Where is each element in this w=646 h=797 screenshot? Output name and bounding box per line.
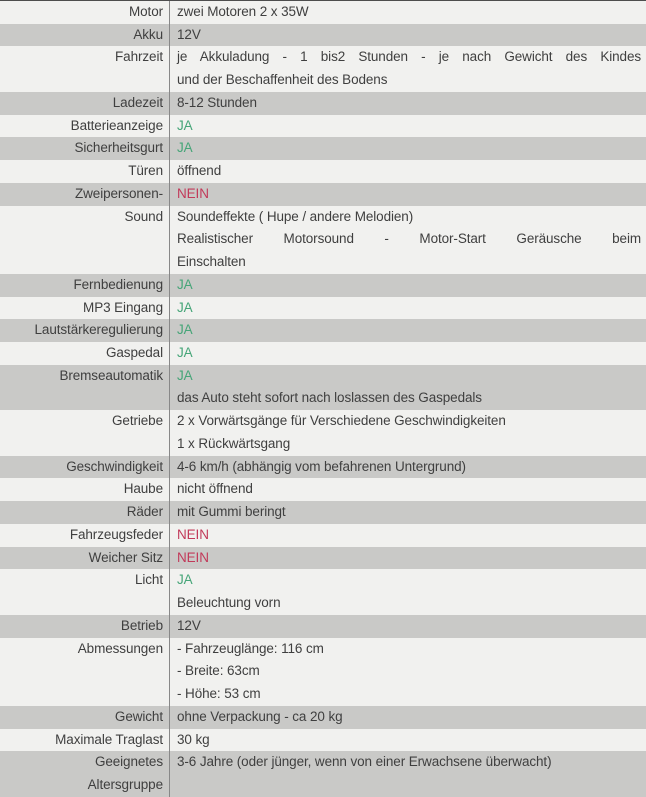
row-label (0, 183, 170, 206)
row-value (170, 569, 646, 614)
value-line: Beleuchtung vorn (177, 595, 281, 611)
value-line: - Fahrzeuglänge: 116 cm (177, 640, 324, 656)
label-line: Weicher Sitz (88, 549, 163, 565)
row-value (170, 183, 646, 206)
label-line: Sound (124, 208, 163, 224)
row-label (0, 569, 170, 614)
value-line: mit Gummi beringt (177, 504, 286, 520)
row-label (0, 24, 170, 47)
table-row (0, 46, 646, 91)
value-line: 2 x Vorwärtsgänge für Verschiedene Geschwindigkeiten (177, 413, 506, 429)
label-line: Licht (134, 572, 163, 588)
value-line: 4-6 km/h (abhängig vom befahrenen Untergrund) (177, 458, 466, 474)
row-value (170, 365, 646, 410)
table-row (0, 615, 646, 638)
row-value (170, 1, 646, 24)
label-line: Getriebe (112, 413, 163, 429)
table-row (0, 729, 646, 752)
row-value (170, 547, 646, 570)
table-row (0, 115, 646, 138)
value-line: je Akkuladung - 1 bis2 Stunden - je nach Gewicht des Kindes (177, 49, 641, 65)
row-label (0, 615, 170, 638)
value-line: 1 x Rückwärtsgang (177, 435, 291, 451)
row-value (170, 206, 646, 274)
row-label (0, 729, 170, 752)
value-line: JA (177, 345, 193, 361)
value-line: Realistischer Motorsound - Motor-Start Geräusche beim (177, 231, 641, 247)
label-line: Bremseautomatik (59, 367, 163, 383)
table-row (0, 342, 646, 365)
row-value (170, 297, 646, 320)
label-line: MP3 Eingang (83, 299, 163, 315)
label-line: Lautstärkeregulierung (34, 322, 163, 338)
table-row (0, 274, 646, 297)
value-line: JA (177, 367, 193, 383)
table-row (0, 569, 646, 614)
value-line: - Breite: 63cm (177, 663, 260, 679)
label-line: Altersgruppe (87, 776, 163, 792)
label-line: Gaspedal (106, 345, 163, 361)
value-line: JA (177, 322, 193, 338)
table-row (0, 706, 646, 729)
row-label (0, 478, 170, 501)
table-row (0, 1, 646, 24)
table-row (0, 92, 646, 115)
table-row (0, 137, 646, 160)
label-line: Geschwindigkeit (66, 458, 163, 474)
value-line: NEIN (177, 526, 209, 542)
row-value (170, 524, 646, 547)
value-line: 12V (177, 617, 201, 633)
table-row (0, 160, 646, 183)
row-value (170, 24, 646, 47)
label-line: Sicherheitsgurt (74, 140, 163, 156)
label-line: Geeignetes (94, 754, 163, 770)
row-label (0, 297, 170, 320)
table-row (0, 478, 646, 501)
row-label (0, 115, 170, 138)
label-line: Fahrzeit (115, 49, 163, 65)
table-row (0, 547, 646, 570)
row-label (0, 410, 170, 455)
row-value (170, 478, 646, 501)
table-row (0, 638, 646, 706)
label-line: Fernbedienung (73, 276, 163, 292)
row-label (0, 1, 170, 24)
label-line: Akku (133, 26, 163, 42)
value-line: öffnend (177, 163, 222, 179)
table-row (0, 501, 646, 524)
row-label (0, 456, 170, 479)
row-value (170, 729, 646, 752)
row-label (0, 137, 170, 160)
table-row (0, 410, 646, 455)
row-label (0, 638, 170, 706)
table-row (0, 524, 646, 547)
row-label (0, 46, 170, 91)
row-value (170, 410, 646, 455)
label-line: Ladezeit (112, 94, 163, 110)
row-label (0, 342, 170, 365)
value-line: Soundeffekte ( Hupe / andere Melodien) (177, 208, 414, 224)
value-line: JA (177, 572, 193, 588)
row-value (170, 160, 646, 183)
label-line: Gewicht (114, 708, 163, 724)
value-line: ohne Verpackung - ca 20 kg (177, 708, 343, 724)
value-line: NEIN (177, 549, 209, 565)
table-row (0, 24, 646, 47)
row-value (170, 319, 646, 342)
row-value (170, 501, 646, 524)
value-line: NEIN (177, 185, 209, 201)
row-value (170, 46, 646, 91)
table-row (0, 183, 646, 206)
row-label (0, 319, 170, 342)
value-line: und der Beschaffenheit des Bodens (177, 72, 388, 88)
value-line: Einschalten (177, 254, 246, 270)
table-row (0, 365, 646, 410)
row-label (0, 365, 170, 410)
value-line: 30 kg (177, 731, 210, 747)
label-line: Türen (128, 163, 163, 179)
value-line: 12V (177, 26, 201, 42)
value-line: 3-6 Jahre (oder jünger, wenn von einer Erwachsene überwacht) (177, 754, 552, 770)
table-row (0, 319, 646, 342)
row-value (170, 456, 646, 479)
table-row (0, 297, 646, 320)
label-line: Maximale Traglast (55, 731, 163, 747)
row-value (170, 342, 646, 365)
row-label (0, 274, 170, 297)
value-line: 8-12 Stunden (177, 94, 257, 110)
value-line: JA (177, 299, 193, 315)
value-line: JA (177, 117, 193, 133)
row-label (0, 501, 170, 524)
row-value (170, 137, 646, 160)
label-line: Batterieanzeige (70, 117, 163, 133)
row-value (170, 638, 646, 706)
row-label (0, 706, 170, 729)
value-line: nicht öffnend (177, 481, 253, 497)
row-value (170, 706, 646, 729)
label-line: Abmessungen (77, 640, 163, 656)
label-line: Fahrzeugsfeder (69, 526, 163, 542)
row-label (0, 524, 170, 547)
table-row (0, 456, 646, 479)
value-line: - Höhe: 53 cm (177, 686, 261, 702)
row-label (0, 160, 170, 183)
row-value (170, 92, 646, 115)
row-value (170, 274, 646, 297)
row-label (0, 206, 170, 274)
label-line: Motor (128, 4, 163, 19)
row-label (0, 547, 170, 570)
table-row (0, 206, 646, 274)
row-label (0, 92, 170, 115)
value-line: das Auto steht sofort nach loslassen des Gaspedals (177, 390, 482, 406)
value-line: zwei Motoren 2 x 35W (177, 4, 309, 19)
label-line: Betrieb (120, 617, 163, 633)
label-line: Zweipersonen- (75, 185, 163, 201)
label-line: Haube (123, 481, 163, 497)
label-line: Räder (126, 504, 163, 520)
row-value (170, 615, 646, 638)
value-line: JA (177, 140, 193, 156)
row-value (170, 115, 646, 138)
value-line: JA (177, 276, 193, 292)
